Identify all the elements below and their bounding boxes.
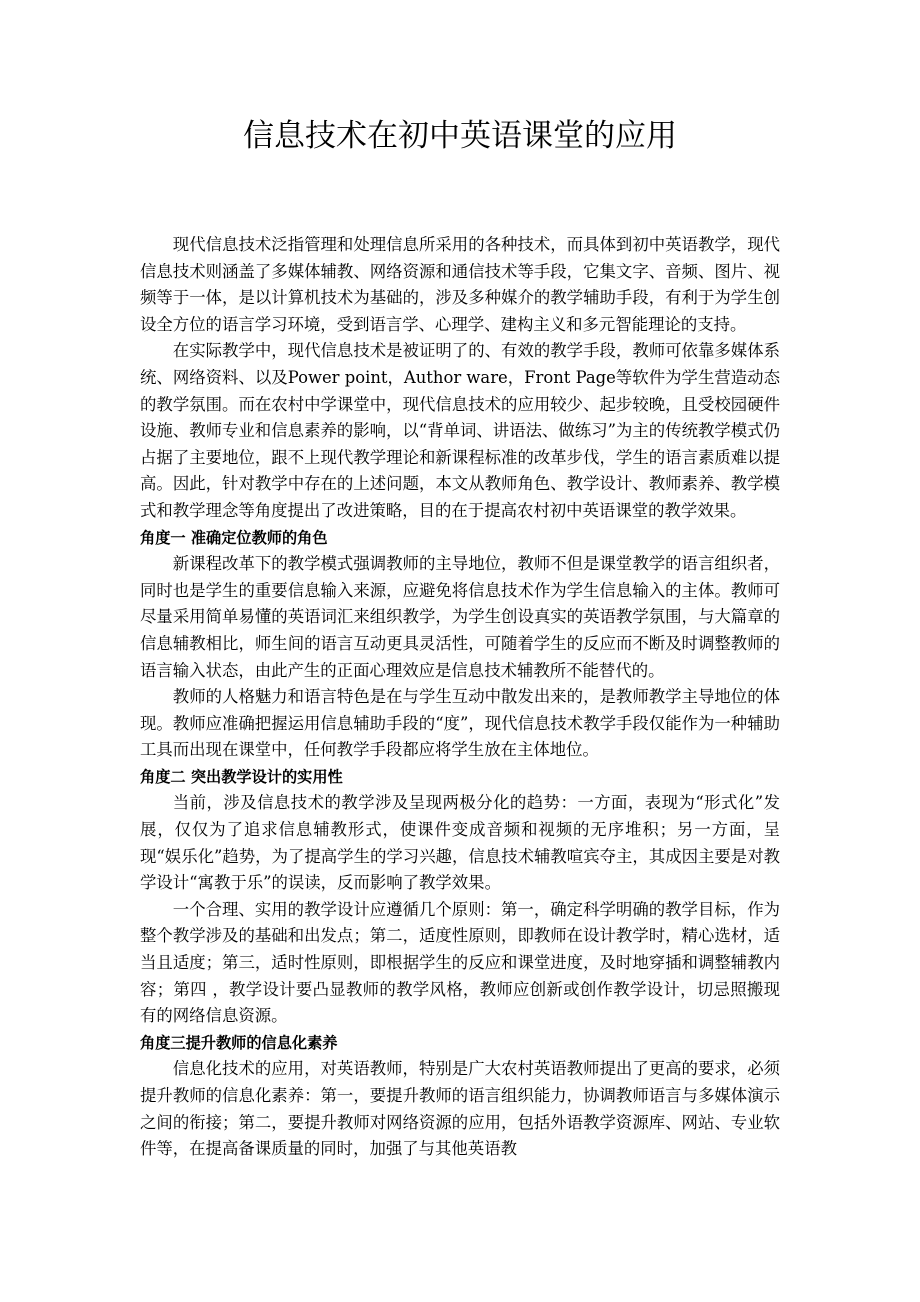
section-heading: 角度一 准确定位教师的角色: [140, 528, 328, 547]
paragraph: 一个合理、实用的教学设计应遵循几个原则：第一，确定科学明确的教学目标，作为整个教学涉及的基础和出发点；第二，适度性原则，即教师在设计教学时，精心选材，适当且适度；第三，适时性原则，即根据学生的反应和课堂进度，及时地穿插和调整辅教内容；第四 ，教学设计要凸显教师的教学风格，教师应创新或创作教学设计，切忌照搬现有的网络信息资源。: [140, 899, 780, 1026]
document-body: [140, 232, 780, 1163]
paragraph: 现代信息技术泛指管理和处理信息所采用的各种技术，而具体到初中英语教学，现代信息技术则涵盖了多媒体辅教、网络资源和通信技术等手段，它集文字、音频、图片、视频等于一体，是以计算机技术为基础的，涉及多种媒介的教学辅助手段，有利于为学生创设全方位的语言学习环境，受到语言学、心理学、建构主义和多元智能理论的支持。: [140, 235, 780, 334]
paragraph: 当前，涉及信息技术的教学涉及呈现两极分化的趋势：一方面，表现为“形式化”发展，仅仅为了追求信息辅教形式，使课件变成音频和视频的无序堆积；另一方面，呈现“娱乐化”趋势，为了提高学生的学习兴趣，信息技术辅教喧宾夺主，其成因主要是对教学设计“寓教于乐”的误读，反而影响了教学效果。: [140, 793, 780, 893]
paragraph: 信息化技术的应用，对英语教师，特别是广大农村英语教师提出了更高的要求，必须提升教师的信息化素养：第一，要提升教师的语言组织能力，协调教师语言与多媒体演示之间的衔接；第二，要提升教师对网络资源的应用，包括外语教学资源库、网站、专业软件等，在提高备课质量的同时，加强了与其他英语教: [140, 1059, 780, 1159]
paragraph: 新课程改革下的教学模式强调教师的主导地位，教师不但是课堂教学的语言组织者，同时也是学生的重要信息输入来源，应避免将信息技术作为学生信息输入的主体。教师可尽量采用简单易懂的英语词汇来组织教学，为学生创设真实的英语教学氛围，与大篇章的信息辅教相比，师生间的语言互动更具灵活性，可随着学生的反应而不断及时调整教师的语言输入状态，由此产生的正面心理效应是信息技术辅教所不能替代的。: [140, 554, 780, 680]
section-heading: 角度二 突出教学设计的实用性: [140, 767, 343, 786]
paragraph: 教师的人格魅力和语言特色是在与学生互动中散发出来的，是教师教学主导地位的体现。教师应准确把握运用信息辅助手段的“度”，现代信息技术教学手段仅能作为一种辅助工具而出现在课堂中，任何教学手段都应将学生放在主体地位。: [140, 687, 780, 760]
document-title: 信息技术在初中英语课堂的应用: [243, 118, 677, 154]
paragraph: 在实际教学中，现代信息技术是被证明了的、有效的教学手段，教师可依靠多媒体系统、网络资料、以及Power point，Author ware，Front Page等软件为学生营造动态的教学氛围。而在农村中学课堂中，现代信息技术的应用较少、起步较晚，且受校园硬件设施、教师专业和信息素养的影响，以“背单词、讲语法、做练习”为主的传统教学模式仍占据了主要地位，跟不上现代教学理论和新课程标准的改革步伐，学生的语言素质难以提高。因此，针对教学中存在的上述问题，本文从教师角色、教学设计、教师素养、教学模式和教学理念等角度提出了改进策略，目的在于提高农村初中英语课堂的教学效果。: [140, 341, 780, 520]
section-heading: 角度三提升教师的信息化素养: [140, 1033, 338, 1052]
